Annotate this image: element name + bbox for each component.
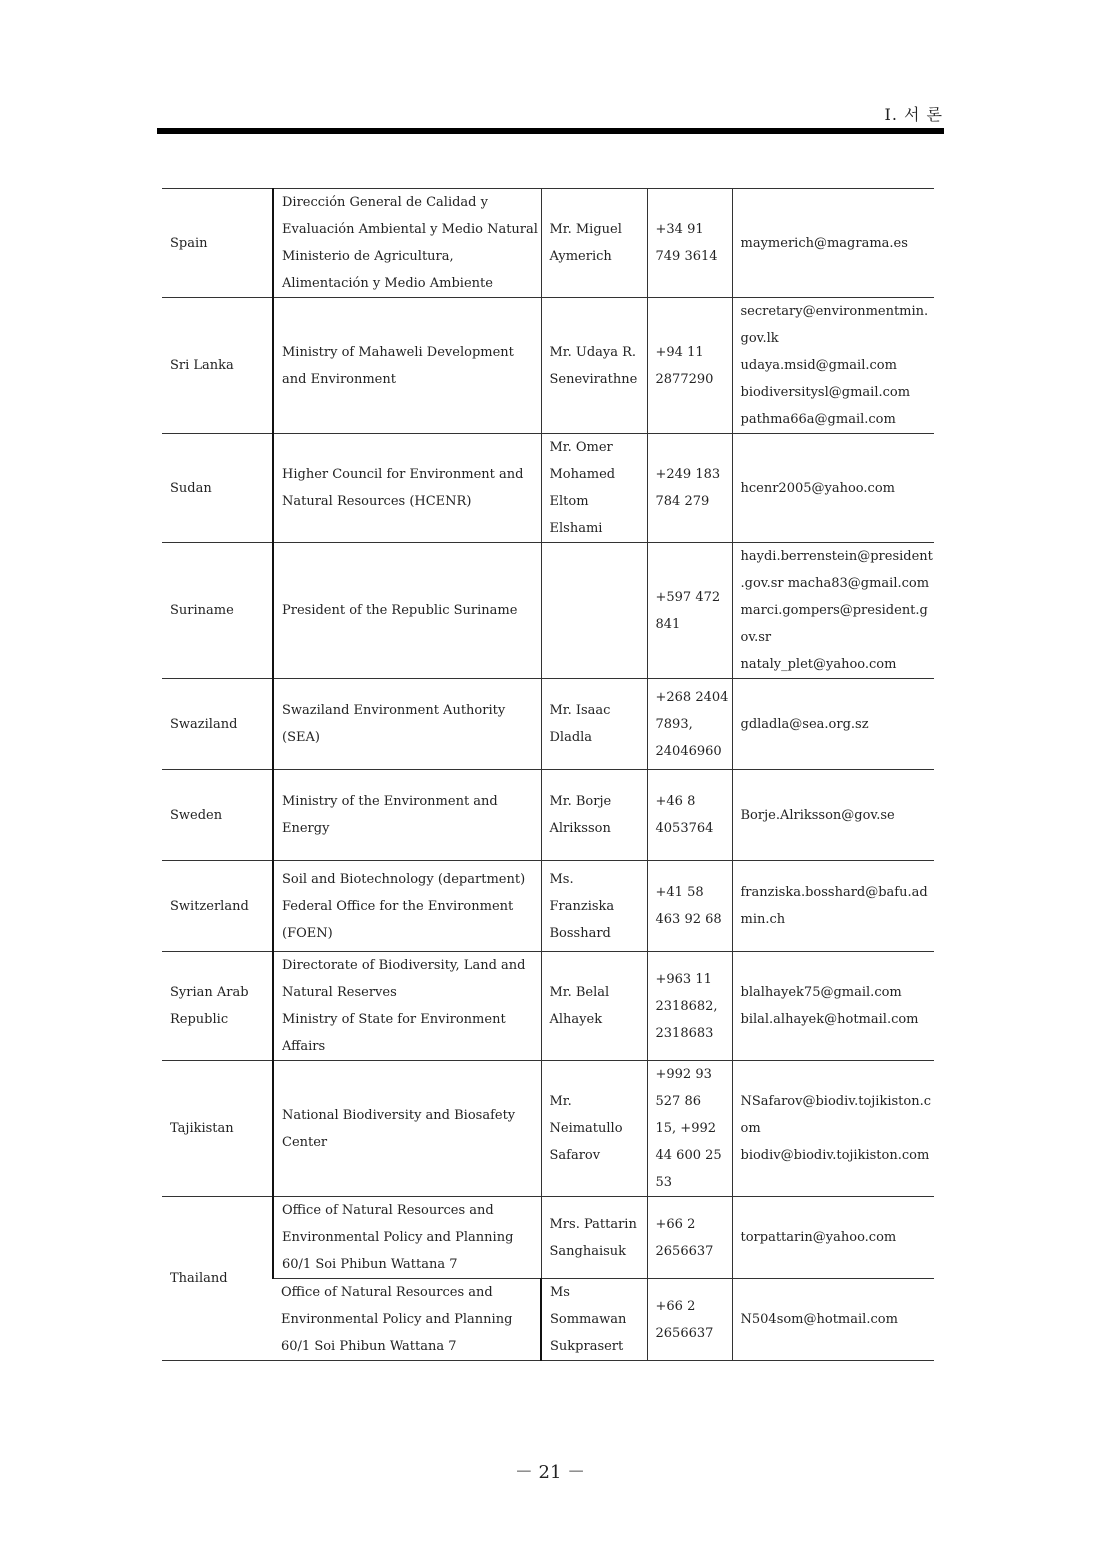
phone-cell	[647, 952, 732, 1061]
contact-cell-line: Safarov	[549, 1148, 601, 1163]
contact-cell	[541, 770, 647, 861]
email-cell	[732, 1061, 934, 1197]
phone-cell	[647, 770, 732, 861]
organization-cell	[273, 434, 541, 543]
email-cell-line: franziska.bosshard@bafu.ad	[740, 885, 928, 900]
email-cell	[732, 434, 934, 543]
country-cell	[162, 952, 273, 1061]
phone-cell-line: 2656637	[655, 1325, 714, 1341]
email-cell-line: nataly_plet@yahoo.com	[740, 657, 897, 672]
email-cell	[732, 952, 934, 1061]
contact-cell-line: Sukprasert	[550, 1339, 624, 1354]
phone-cell-line: 2656637	[655, 1243, 714, 1259]
table-row	[162, 679, 934, 770]
phone-cell	[647, 1061, 732, 1197]
email-cell-line: gdladla@sea.org.sz	[740, 716, 869, 732]
phone-cell-line: 2318683	[655, 1025, 714, 1041]
organization-cell	[273, 298, 541, 434]
country-cell	[162, 679, 273, 770]
email-cell	[732, 1279, 934, 1361]
phone-cell	[647, 543, 732, 679]
email-cell-line: bilal.alhayek@hotmail.com	[740, 1012, 919, 1027]
phone-cell-line: 2877290	[655, 371, 714, 387]
country-cell-line: Sri Lanka	[170, 358, 234, 373]
table-row	[162, 543, 934, 679]
organization-cell	[273, 770, 541, 861]
contact-cell-line: Mr. Miguel	[549, 222, 622, 237]
email-cell-line: .gov.sr macha83@gmail.com	[740, 576, 930, 591]
country-cell	[162, 1197, 273, 1361]
table-row	[162, 1197, 934, 1279]
country-cell-line: Thailand	[170, 1271, 228, 1286]
country-cell-line: Switzerland	[170, 898, 249, 914]
phone-cell-line: 784 279	[655, 494, 710, 509]
contact-cell-line: Mr.	[549, 1094, 572, 1109]
contact-cell-line: Ms.	[549, 871, 574, 887]
table-row	[162, 770, 934, 861]
contact-cell-line: Elshami	[549, 521, 603, 536]
phone-cell-line: 24046960	[655, 743, 722, 759]
contact-cell-line: Sanghaisuk	[549, 1243, 627, 1259]
email-cell-line: haydi.berrenstein@president	[740, 549, 933, 564]
phone-cell-line: 2318682,	[655, 998, 718, 1014]
email-cell-line: torpattarin@yahoo.com	[740, 1230, 897, 1245]
organization-cell-line: Environmental Policy and Planning	[282, 1230, 514, 1245]
country-cell-line: Spain	[170, 235, 208, 251]
contact-cell-line: Senevirathne	[549, 371, 638, 387]
phone-cell	[647, 189, 732, 298]
country-cell-line: Republic	[170, 1012, 229, 1027]
email-cell	[732, 770, 934, 861]
section-header: I. 서 론	[884, 105, 943, 124]
country-cell-line: Swaziland	[170, 716, 238, 732]
email-cell-line: udaya.msid@gmail.com	[740, 358, 897, 373]
email-cell-line: om	[740, 1121, 761, 1136]
phone-cell-line: 749 3614	[655, 249, 718, 264]
phone-cell-line: +597 472	[655, 589, 721, 605]
organization-cell-line: Ministry of Mahaweli Development	[282, 344, 514, 360]
header-rule	[157, 128, 944, 134]
organization-cell	[273, 679, 541, 770]
organization-cell-line: Evaluación Ambiental y Medio Natural	[282, 222, 538, 237]
email-cell-line: gov.lk	[740, 331, 779, 346]
organization-cell	[273, 861, 541, 952]
organization-cell-line: Ministerio de Agricultura,	[282, 249, 454, 264]
contact-cell-line: Mr. Borje	[549, 794, 612, 809]
organization-cell-line: Swaziland Environment Authority	[282, 703, 506, 718]
phone-cell-line: 53	[655, 1175, 673, 1190]
phone-cell-line: 463 92 68	[655, 912, 722, 927]
contact-cell-line: Franziska	[549, 898, 615, 914]
phone-cell-line: +94 11	[655, 344, 704, 360]
organization-cell	[273, 543, 541, 679]
organization-cell-line: Soil and Biotechnology (department)	[282, 871, 526, 887]
contact-cell	[541, 189, 647, 298]
organization-cell	[273, 1061, 541, 1197]
email-cell	[732, 1197, 934, 1279]
phone-cell-line: +249 183	[655, 467, 721, 482]
table-row	[162, 861, 934, 952]
phone-cell-line: +34 91	[655, 222, 704, 237]
contact-cell	[541, 1061, 647, 1197]
country-cell-line: Sudan	[170, 480, 212, 496]
contact-cell	[541, 543, 647, 679]
email-cell-line: N504som@hotmail.com	[740, 1312, 898, 1327]
contacts-table	[162, 188, 934, 1361]
contact-cell	[541, 298, 647, 434]
table-body	[162, 189, 934, 1361]
contact-cell-line: Bosshard	[549, 925, 611, 941]
contact-cell-line: Alriksson	[549, 821, 611, 836]
email-cell	[732, 861, 934, 952]
organization-cell	[273, 1197, 541, 1279]
contact-cell	[541, 861, 647, 952]
organization-cell-line: Ministry of the Environment and	[282, 794, 498, 809]
phone-cell-line: 44 600 25	[655, 1148, 722, 1163]
organization-cell-line: 60/1 Soi Phibun Wattana 7	[281, 1339, 457, 1354]
country-cell-line: Syrian Arab	[170, 985, 249, 1000]
email-cell	[732, 189, 934, 298]
country-cell-line: Sweden	[170, 807, 223, 823]
organization-cell-line: National Biodiversity and Biosafety	[282, 1107, 516, 1123]
contact-cell	[541, 1279, 647, 1361]
phone-cell	[647, 679, 732, 770]
organization-cell	[273, 952, 541, 1061]
contact-cell-line: Mohamed	[549, 467, 616, 482]
contact-cell-line: Dladla	[549, 730, 593, 745]
organization-cell-line: Alimentación y Medio Ambiente	[282, 276, 493, 291]
phone-cell-line: 841	[655, 616, 681, 632]
contact-cell-line: Mr. Omer	[549, 440, 613, 455]
phone-cell-line: +66 2	[655, 1216, 696, 1232]
email-cell-line: ov.sr	[740, 630, 772, 645]
email-cell	[732, 679, 934, 770]
email-cell	[732, 543, 934, 679]
email-cell-line: secretary@environmentmin.	[740, 304, 929, 319]
organization-cell-line: Directorate of Biodiversity, Land and	[282, 958, 526, 973]
country-cell	[162, 298, 273, 434]
country-cell	[162, 543, 273, 679]
organization-cell-line: Center	[282, 1134, 328, 1150]
email-cell-line: NSafarov@biodiv.tojikiston.c	[740, 1094, 931, 1109]
phone-cell-line: 7893,	[655, 716, 693, 732]
phone-cell-line: +41 58	[655, 885, 704, 900]
contact-cell-line: Ms	[550, 1285, 570, 1300]
table-row	[162, 952, 934, 1061]
contact-cell	[541, 1197, 647, 1279]
contact-cell-line: Neimatullo	[549, 1121, 623, 1136]
contact-cell	[541, 434, 647, 543]
phone-cell	[647, 434, 732, 543]
contact-cell-line: Alhayek	[549, 1012, 603, 1027]
organization-cell-line: Higher Council for Environment and	[282, 467, 524, 482]
phone-cell-line: +66 2	[655, 1298, 696, 1314]
phone-cell	[647, 298, 732, 434]
organization-cell	[273, 1279, 541, 1361]
table-row	[162, 189, 934, 298]
organization-cell-line: President of the Republic Suriname	[282, 603, 518, 618]
phone-cell	[647, 1279, 732, 1361]
country-cell-line: Suriname	[170, 603, 234, 618]
contact-cell	[541, 952, 647, 1061]
country-cell	[162, 770, 273, 861]
organization-cell-line: Environmental Policy and Planning	[281, 1312, 513, 1327]
organization-cell-line: Ministry of State for Environment	[282, 1012, 506, 1027]
phone-cell	[647, 861, 732, 952]
phone-cell-line: +963 11	[655, 971, 712, 987]
country-cell-line: Tajikistan	[170, 1121, 234, 1136]
contact-cell-line: Sommawan	[550, 1312, 627, 1327]
country-cell	[162, 861, 273, 952]
organization-cell-line: Office of Natural Resources and	[282, 1203, 494, 1218]
organization-cell-line: Natural Resources (HCENR)	[282, 494, 472, 509]
organization-cell-line: Federal Office for the Environment	[282, 898, 514, 914]
organization-cell-line: (SEA)	[282, 730, 320, 745]
country-cell	[162, 189, 273, 298]
contact-cell	[541, 679, 647, 770]
phone-cell-line: 4053764	[655, 821, 714, 836]
organization-cell-line: 60/1 Soi Phibun Wattana 7	[282, 1257, 458, 1272]
organization-cell-line: Dirección General de Calidad y	[282, 195, 488, 210]
email-cell-line: blalhayek75@gmail.com	[740, 985, 902, 1000]
phone-cell-line: +992 93	[655, 1067, 712, 1082]
email-cell-line: biodiv@biodiv.tojikiston.com	[740, 1148, 930, 1163]
email-cell	[732, 298, 934, 434]
email-cell-line: maymerich@magrama.es	[740, 235, 908, 251]
contact-cell-line: Mr. Belal	[549, 985, 610, 1000]
email-cell-line: marci.gompers@president.g	[740, 603, 928, 618]
email-cell-line: hcenr2005@yahoo.com	[740, 480, 895, 496]
contact-cell-line: Eltom	[549, 494, 589, 509]
country-cell	[162, 1061, 273, 1197]
contact-cell-line: Mr. Udaya R.	[549, 344, 637, 360]
contact-cell-line: Mr. Isaac	[549, 703, 611, 718]
organization-cell-line: Affairs	[282, 1039, 326, 1054]
email-cell-line: biodiversitysl@gmail.com	[740, 385, 911, 400]
page-number: － 21 －	[514, 1462, 586, 1483]
organization-cell-line: Office of Natural Resources and	[281, 1285, 493, 1300]
phone-cell	[647, 1197, 732, 1279]
phone-cell-line: 527 86	[655, 1094, 701, 1109]
organization-cell-line: and Environment	[282, 371, 396, 387]
organization-cell-line: Natural Reserves	[282, 985, 397, 1000]
organization-cell	[273, 189, 541, 298]
contact-cell-line: Aymerich	[549, 249, 612, 264]
organization-cell-line: (FOEN)	[282, 925, 333, 941]
email-cell-line: Borje.Alriksson@gov.se	[740, 807, 895, 823]
phone-cell-line: 15, +992	[655, 1121, 717, 1136]
phone-cell-line: +268 2404	[655, 689, 729, 705]
country-cell	[162, 434, 273, 543]
table-row	[162, 298, 934, 434]
phone-cell-line: +46 8	[655, 794, 696, 809]
contact-cell-line: Mrs. Pattarin	[549, 1216, 637, 1232]
table-row	[162, 1279, 934, 1361]
table-row	[162, 1061, 934, 1197]
email-cell-line: min.ch	[740, 912, 786, 927]
organization-cell-line: Energy	[282, 821, 330, 836]
table-row	[162, 434, 934, 543]
email-cell-line: pathma66a@gmail.com	[740, 412, 896, 427]
